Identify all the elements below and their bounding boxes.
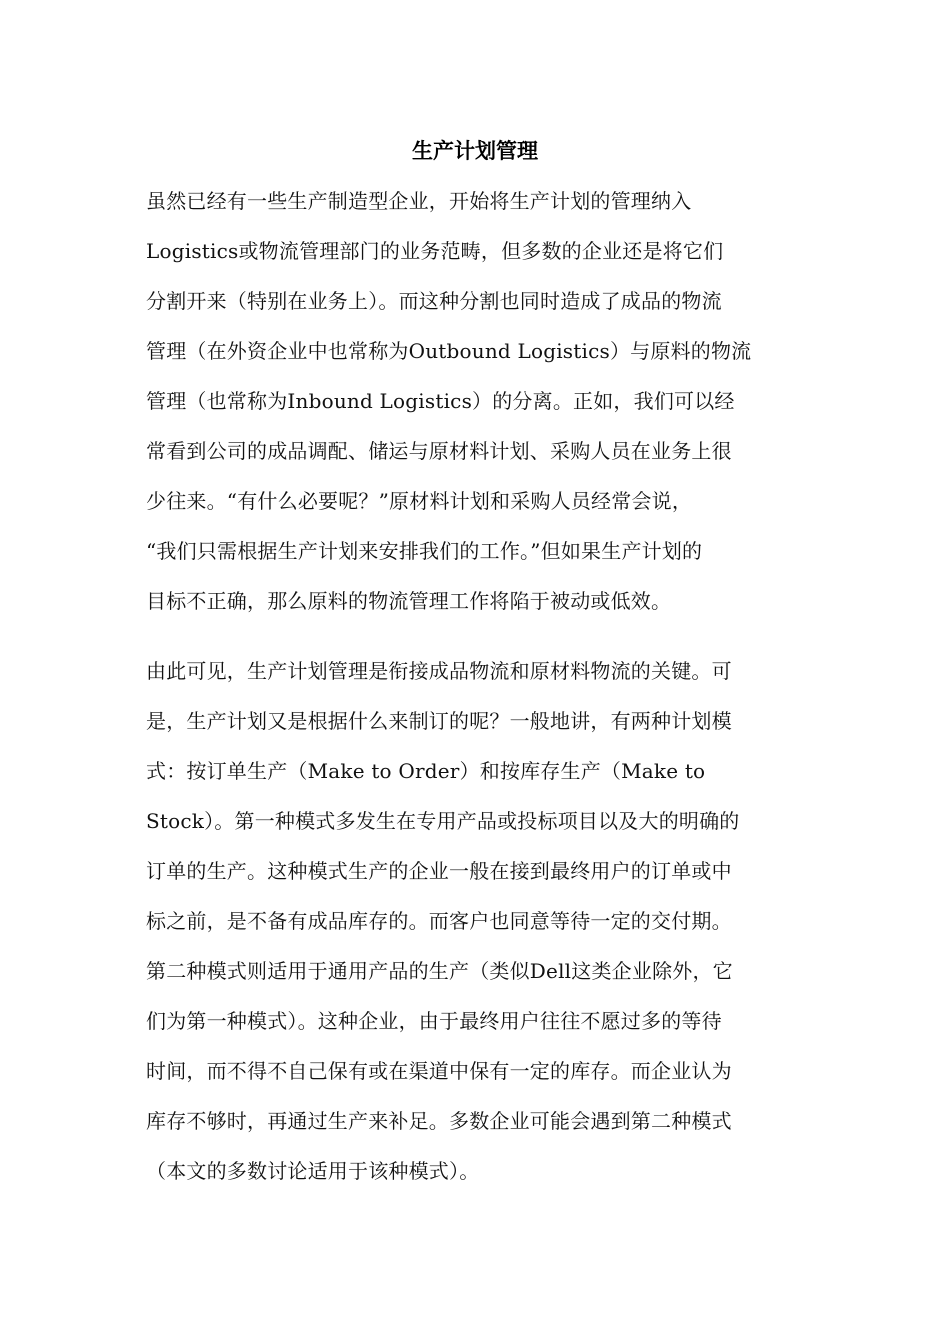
text-line: 由此可见，生产计划管理是衔接成品物流和原材料物流的关键。可: [146, 659, 732, 683]
text-line: 少往来。“有什么必要呢？”原材料计划和采购人员经常会说，: [146, 489, 693, 513]
text-line: （本文的多数讨论适用于该种模式）。: [146, 1159, 480, 1183]
text-line: 式：按订单生产（Make to Order）和按库存生产（Make to: [146, 759, 706, 783]
text-line: 库存不够时，再通过生产来补足。多数企业可能会遇到第二种模式: [146, 1109, 732, 1133]
text-line: 订单的生产。这种模式生产的企业一般在接到最终用户的订单或中: [146, 859, 732, 883]
text-line: “我们只需根据生产计划来安排我们的工作。”但如果生产计划的: [146, 539, 703, 563]
text-line: 管理（也常称为Inbound Logistics）的分离。正如，我们可以经: [146, 389, 735, 413]
text-line: 管理（在外资企业中也常称为Outbound Logistics）与原料的物流: [146, 339, 752, 363]
text-line: 标之前，是不备有成品库存的。而客户也同意等待一定的交付期。: [146, 909, 732, 933]
text-line: Stock）。第一种模式多发生在专用产品或投标项目以及大的明确的: [146, 809, 740, 833]
text-line: 分割开来（特别在业务上）。而这种分割也同时造成了成品的物流: [146, 289, 722, 313]
paragraph-2: [146, 646, 806, 1196]
text-line: 们为第一种模式）。这种企业，由于最终用户往往不愿过多的等待: [146, 1009, 722, 1033]
text-line: Logistics或物流管理部门的业务范畴，但多数的企业还是将它们: [146, 239, 724, 263]
text-line: 目标不正确，那么原料的物流管理工作将陷于被动或低效。: [146, 589, 672, 613]
text-line: 时间，而不得不自己保有或在渠道中保有一定的库存。而企业认为: [146, 1059, 732, 1083]
document-title: 生产计划管理: [412, 139, 538, 163]
text-line: 常看到公司的成品调配、储运与原材料计划、采购人员在业务上很: [146, 439, 732, 463]
text-line: 是，生产计划又是根据什么来制订的呢？一般地讲，有两种计划模: [146, 709, 732, 733]
text-line: 第二种模式则适用于通用产品的生产（类似Dell这类企业除外，它: [146, 959, 733, 983]
text-line: 虽然已经有一些生产制造型企业，开始将生产计划的管理纳入: [146, 189, 692, 213]
paragraph-1: [146, 176, 806, 626]
